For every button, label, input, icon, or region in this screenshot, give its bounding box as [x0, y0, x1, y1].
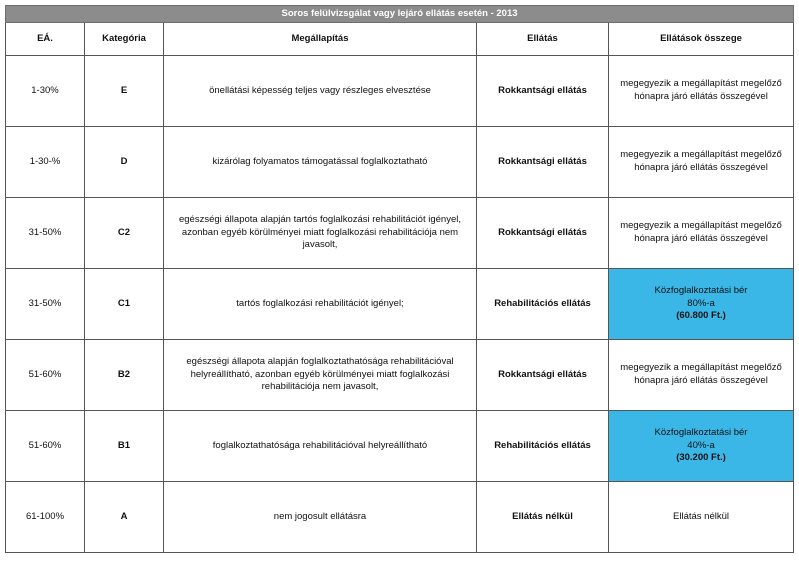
cell-category: A: [85, 482, 164, 553]
cell-amount: [609, 198, 794, 269]
cell-amount: [609, 127, 794, 198]
cell-ea: 1-30-%: [6, 127, 85, 198]
finding-line: egészségi állapota alapján foglalkoztathatósága rehabilitációval: [186, 355, 454, 367]
amount-line: Közfoglalkoztatási bér: [654, 426, 748, 438]
finding-line: foglalkoztathatósága rehabilitációval helyreállítható: [212, 439, 428, 451]
finding-line: javasolt,: [302, 239, 338, 251]
amount-line: hónapra járó ellátás összegével: [634, 91, 768, 102]
cell-finding: [164, 482, 477, 553]
benefit-table-sheet: [5, 5, 793, 553]
cell-ea: 1-30%: [6, 56, 85, 127]
cell-category: C1: [85, 269, 164, 340]
table-body: [6, 56, 794, 553]
cell-category: B2: [85, 340, 164, 411]
cell-benefit: Rokkantsági ellátás: [477, 198, 609, 269]
finding-line: nem jogosult ellátásra: [273, 510, 367, 522]
cell-ea: 51-60%: [6, 340, 85, 411]
finding-line: rehabilitációja nem javasolt,: [261, 381, 379, 393]
amount-line: Ellátás nélkül: [673, 510, 729, 522]
amount-line: megegyezik a megállapítást megelőző: [620, 149, 782, 161]
table-row: [6, 411, 794, 482]
finding-line: önellátási képesség teljes vagy részleges elvesztése: [209, 84, 431, 96]
finding-line: tartós foglalkozási rehabilitációt igényel;: [236, 297, 404, 309]
amount-line: hónapra járó ellátás összegével: [634, 162, 768, 173]
amount-line: (60.800 Ft.): [676, 310, 726, 322]
cell-category: E: [85, 56, 164, 127]
table-row: [6, 56, 794, 127]
table-row: [6, 340, 794, 411]
finding-line: egészségi állapota alapján tartós foglalkozási rehabilitációt igényel,: [178, 213, 461, 225]
amount-line: megegyezik a megállapítást megelőző: [620, 362, 782, 374]
cell-benefit: Ellátás nélkül: [477, 482, 609, 553]
column-header-finding: Megállapítás: [164, 23, 477, 56]
table-row: [6, 198, 794, 269]
cell-finding: [164, 198, 477, 269]
finding-line: kizárólag folyamatos támogatással foglalkoztatható: [212, 155, 428, 167]
cell-finding: [164, 56, 477, 127]
column-header-amount: Ellátások összege: [609, 23, 794, 56]
cell-ea: 61-100%: [6, 482, 85, 553]
cell-finding: [164, 269, 477, 340]
cell-ea: 31-50%: [6, 198, 85, 269]
table-row: [6, 127, 794, 198]
amount-line: (30.200 Ft.): [676, 452, 726, 464]
table-title: Soros felülvizsgálat vagy lejáró ellátás esetén - 2013: [6, 6, 794, 23]
header-row: [6, 23, 794, 56]
cell-benefit: Rokkantsági ellátás: [477, 56, 609, 127]
table-row: [6, 269, 794, 340]
cell-finding: [164, 340, 477, 411]
finding-line: azonban egyéb körülményei miatt foglalkozási rehabilitációja nem: [181, 226, 459, 238]
cell-category: D: [85, 127, 164, 198]
cell-benefit: Rehabilitációs ellátás: [477, 269, 609, 340]
amount-line: 80%-a: [687, 297, 715, 309]
cell-benefit: Rokkantsági ellátás: [477, 127, 609, 198]
cell-amount: [609, 269, 794, 340]
amount-line: 40%-a: [687, 439, 715, 451]
amount-line: megegyezik a megállapítást megelőző: [620, 220, 782, 232]
column-header-benefit: Ellátás: [477, 23, 609, 56]
amount-line: hónapra járó ellátás összegével: [634, 375, 768, 386]
benefit-table: [5, 5, 794, 553]
cell-benefit: Rehabilitációs ellátás: [477, 411, 609, 482]
cell-amount: [609, 411, 794, 482]
cell-benefit: Rokkantsági ellátás: [477, 340, 609, 411]
cell-category: C2: [85, 198, 164, 269]
cell-finding: [164, 127, 477, 198]
cell-amount: [609, 482, 794, 553]
amount-line: Közfoglalkoztatási bér: [654, 284, 748, 296]
cell-amount: [609, 340, 794, 411]
cell-ea: 51-60%: [6, 411, 85, 482]
amount-line: megegyezik a megállapítást megelőző: [620, 78, 782, 90]
amount-line: hónapra járó ellátás összegével: [634, 233, 768, 244]
cell-ea: 31-50%: [6, 269, 85, 340]
finding-line: helyreállítható, azonban egyéb körülményei miatt foglalkozási: [190, 368, 450, 380]
cell-finding: [164, 411, 477, 482]
cell-amount: [609, 56, 794, 127]
table-row: [6, 482, 794, 553]
column-header-ea: EÁ.: [6, 23, 85, 56]
cell-category: B1: [85, 411, 164, 482]
column-header-category: Kategória: [85, 23, 164, 56]
